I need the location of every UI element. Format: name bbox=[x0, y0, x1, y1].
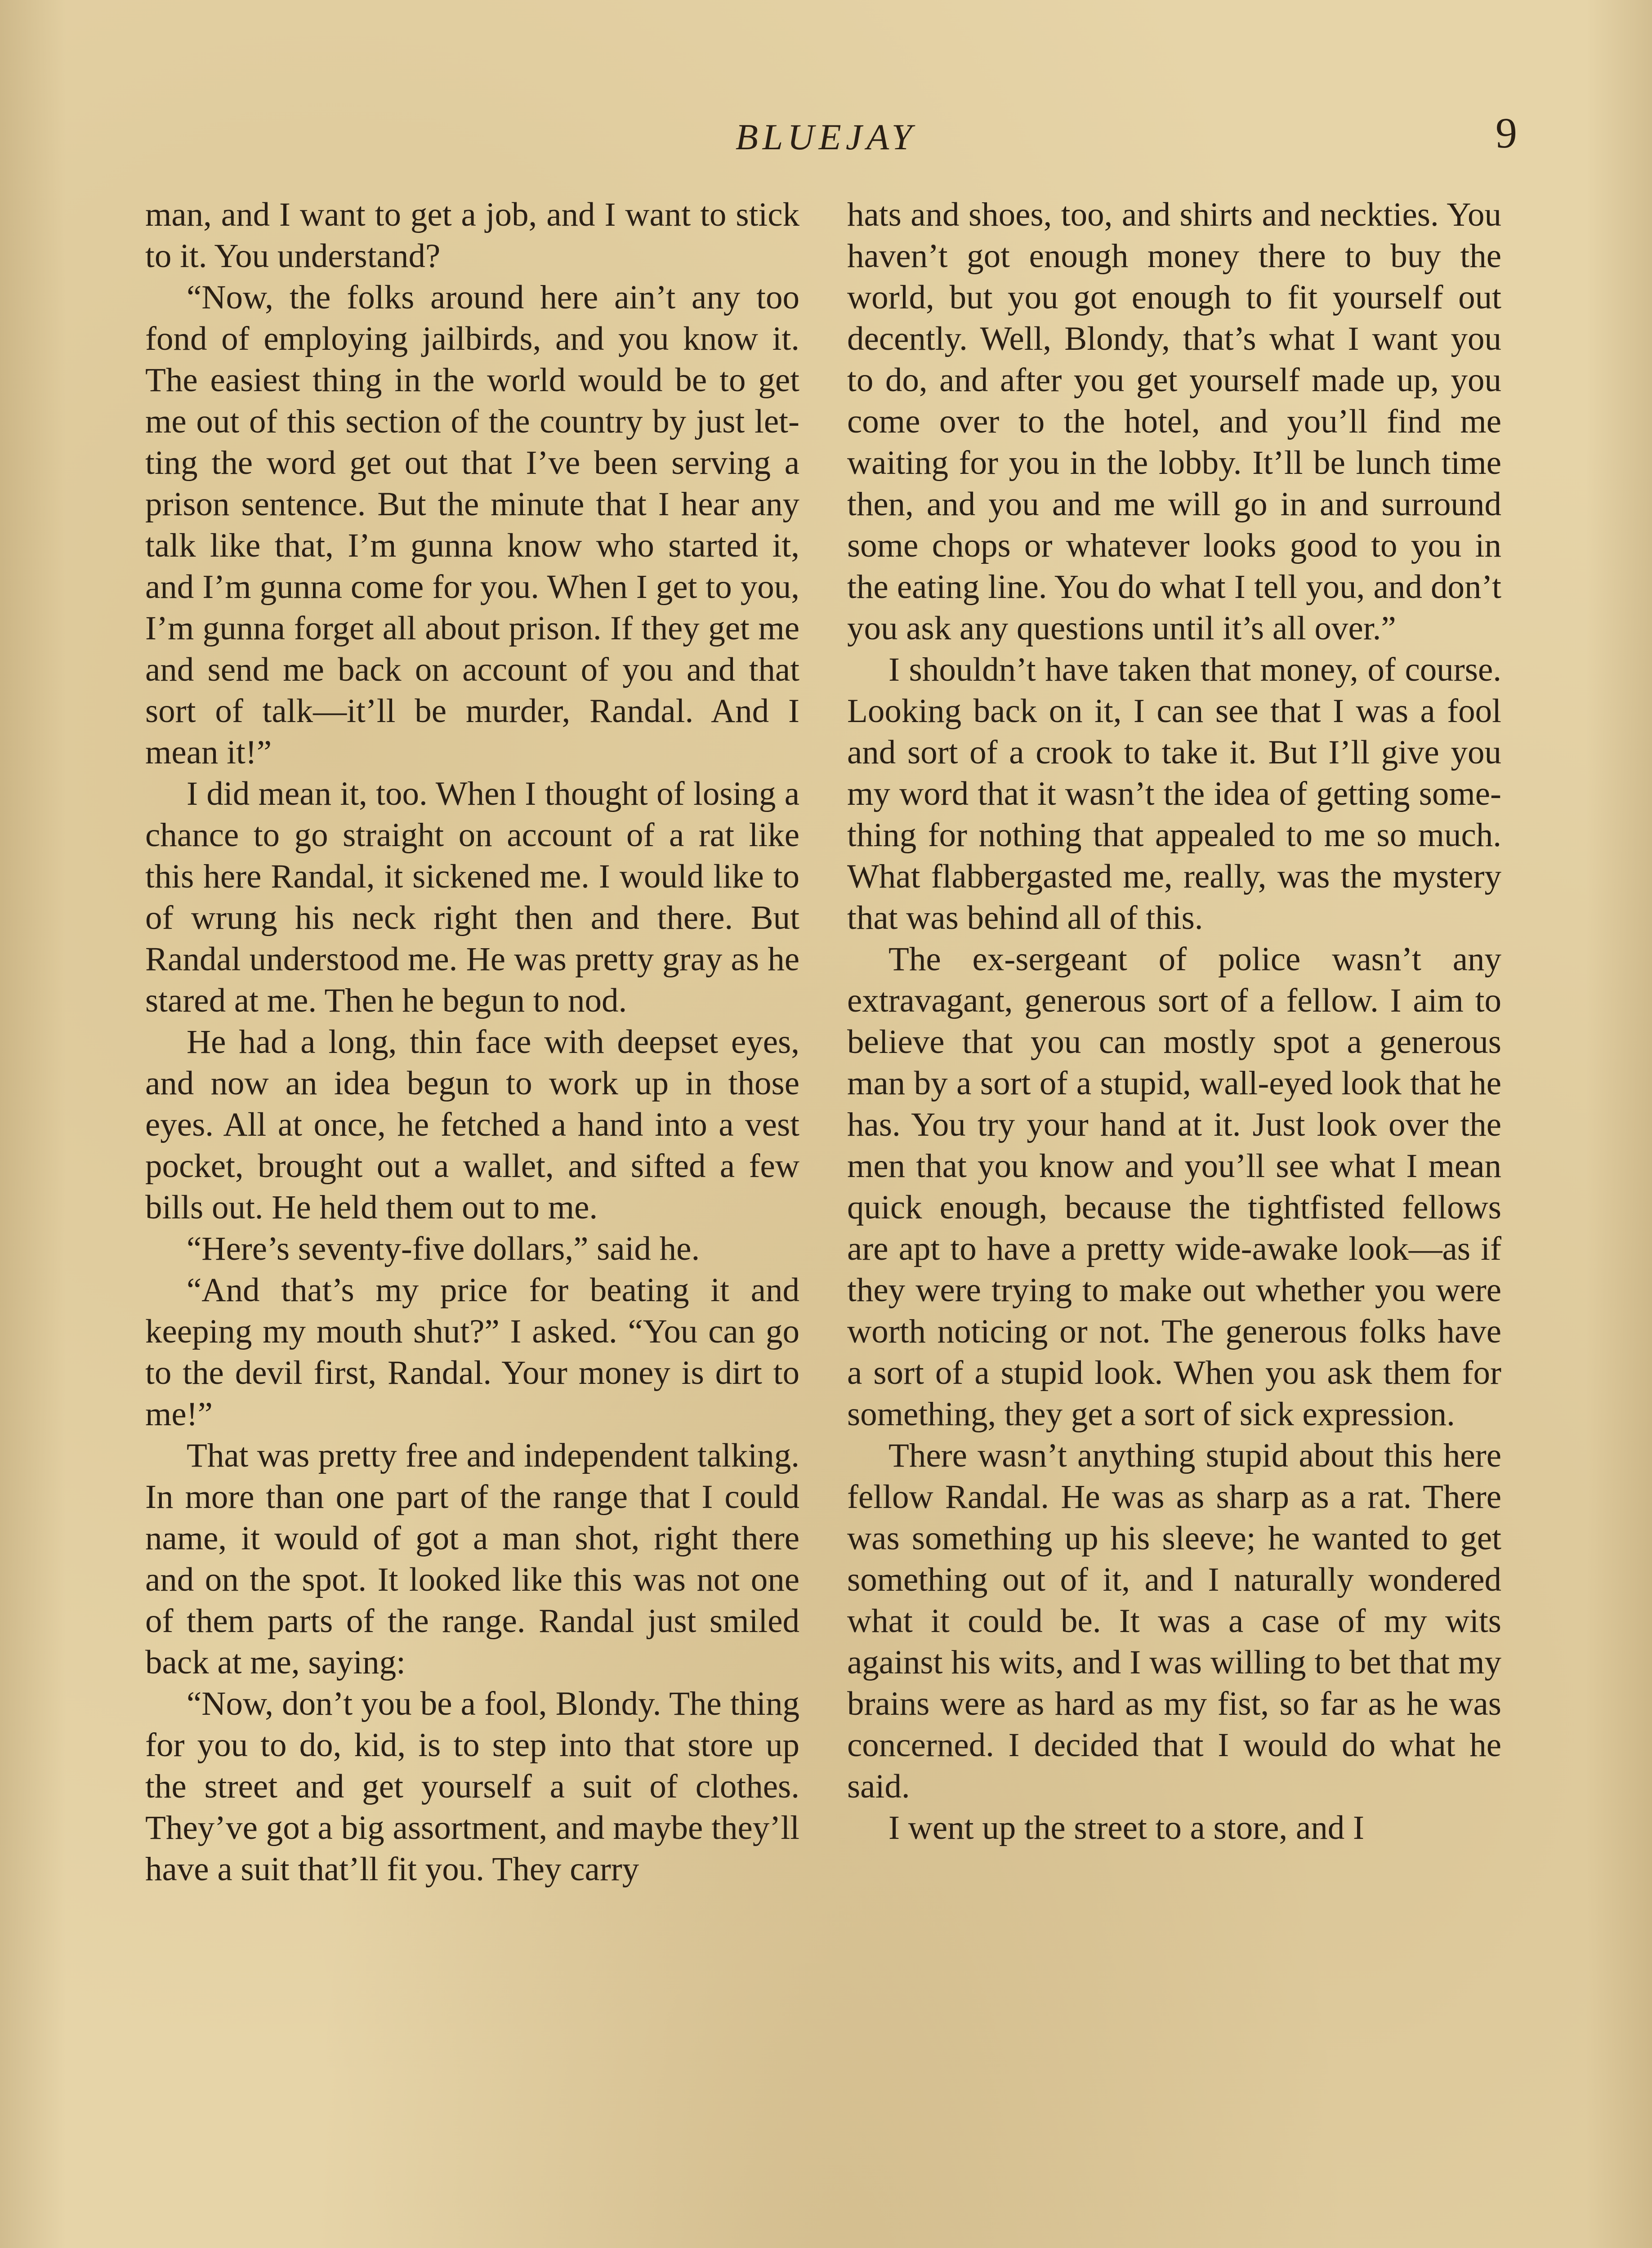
paragraph: He had a long, thin face with deepset eyes, and now an idea begun to work up in those eyes. All at once, he fetched a hand into a vest pocket, brought out a wallet, and sifted a few bills out. He held them out to me. bbox=[145, 1023, 799, 1226]
paragraph: I shouldn’t have taken that money, of course. Looking back on it, I can see that I was a fool and sort of a crook to take it. But I’ll give you my word that it wasn’t the idea of getting something for nothing that appealed to me so much. What flabbergasted me, really, was the mystery that was behind all of this. bbox=[847, 651, 1501, 937]
paragraph: “And that’s my price for beating it and keeping my mouth shut?” I asked. “You can go to the devil first, Randal. Your money is dirt to me!” bbox=[145, 1271, 799, 1433]
paragraph: I went up the street to a store, and I bbox=[889, 1809, 1364, 1847]
paragraph: hats and shoes, too, and shirts and neckties. You haven’t got enough money there to buy the world, but you got enough to fit yourself out decently. Well, Blondy, that’s what I want you to do, and after you get yourself made up, you come over to the hotel, and you’ll find me waiting for you in the lobby. It’ll be lunch time then, and you and me will go in and surround some chops or whatever looks good to you in the eating line. You do what I tell you, and don’t you ask any questions until it’s all over.” bbox=[847, 196, 1501, 647]
paragraph: I did mean it, too. When I thought of losing a chance to go straight on account of a rat like this here Randal, it sickened me. I would like to of wrung his neck right then and there. But Randal understood me. He was pretty gray as he stared at me. Then he begun to nod. bbox=[145, 775, 799, 1019]
paragraph: “Now, don’t you be a fool, Blondy. The thing for you to do, kid, is to step into that store up the street and get yourself a suit of clothes. They’ve got a big assortment, and maybe they’ll have a suit that’ll fit you. They carry bbox=[145, 1685, 799, 1888]
running-title: BLUEJAY bbox=[735, 116, 917, 157]
paragraph: The ex-sergeant of police wasn’t any extravagant, generous sort of a fellow. I aim to believe that you can mostly spot a generous man by a sort of a stupid, wall-eyed look that he has. You try your hand at it. Just look over the men that you know and you’ll see what I mean quick enough, because the tightfisted fellows are apt to have a pretty wide-awake look—as if they were trying to make out whether you were worth noticing or not. The generous folks have a sort of a stupid look. When you ask them for something, they get a sort of sick expression. bbox=[847, 941, 1501, 1433]
left-text-column bbox=[145, 194, 799, 1890]
paragraph: “Here’s seventy-five dollars,” said he. bbox=[187, 1230, 700, 1267]
right-text-column bbox=[847, 194, 1501, 1849]
paragraph: There wasn’t anything stupid about this here fellow Randal. He was as sharp as a rat. There was something up his sleeve; he wanted to get something out of it, and I naturally wondered what it could be. It was a case of my wits against his wits, and I was willing to bet that my brains were as hard as my fist, so far as he was concerned. I decided that I would do what he said. bbox=[847, 1437, 1501, 1805]
running-header bbox=[0, 108, 1652, 162]
page-number: 9 bbox=[1496, 109, 1517, 157]
paragraph: “Now, the folks around here ain’t any too fond of employing jailbirds, and you know it. The easiest thing in the world would be to get me out of this section of the country by just letting the word get out that I’ve been serving a prison sentence. But the minute that I hear any talk like that, I’m gunna know who started it, and I’m gunna come for you. When I get to you, I’m gunna forget all about prison. If they get me and send me back on account of you and that sort of talk—it’ll be murder, Randal. And I mean it!” bbox=[145, 279, 799, 771]
paragraph: That was pretty free and independent talking. In more than one part of the range that I could name, it would of got a man shot, right there and on the spot. It looked like this was not one of them parts of the range. Randal just smiled back at me, saying: bbox=[145, 1437, 799, 1681]
paragraph: man, and I want to get a job, and I want to stick to it. You understand? bbox=[145, 196, 799, 275]
